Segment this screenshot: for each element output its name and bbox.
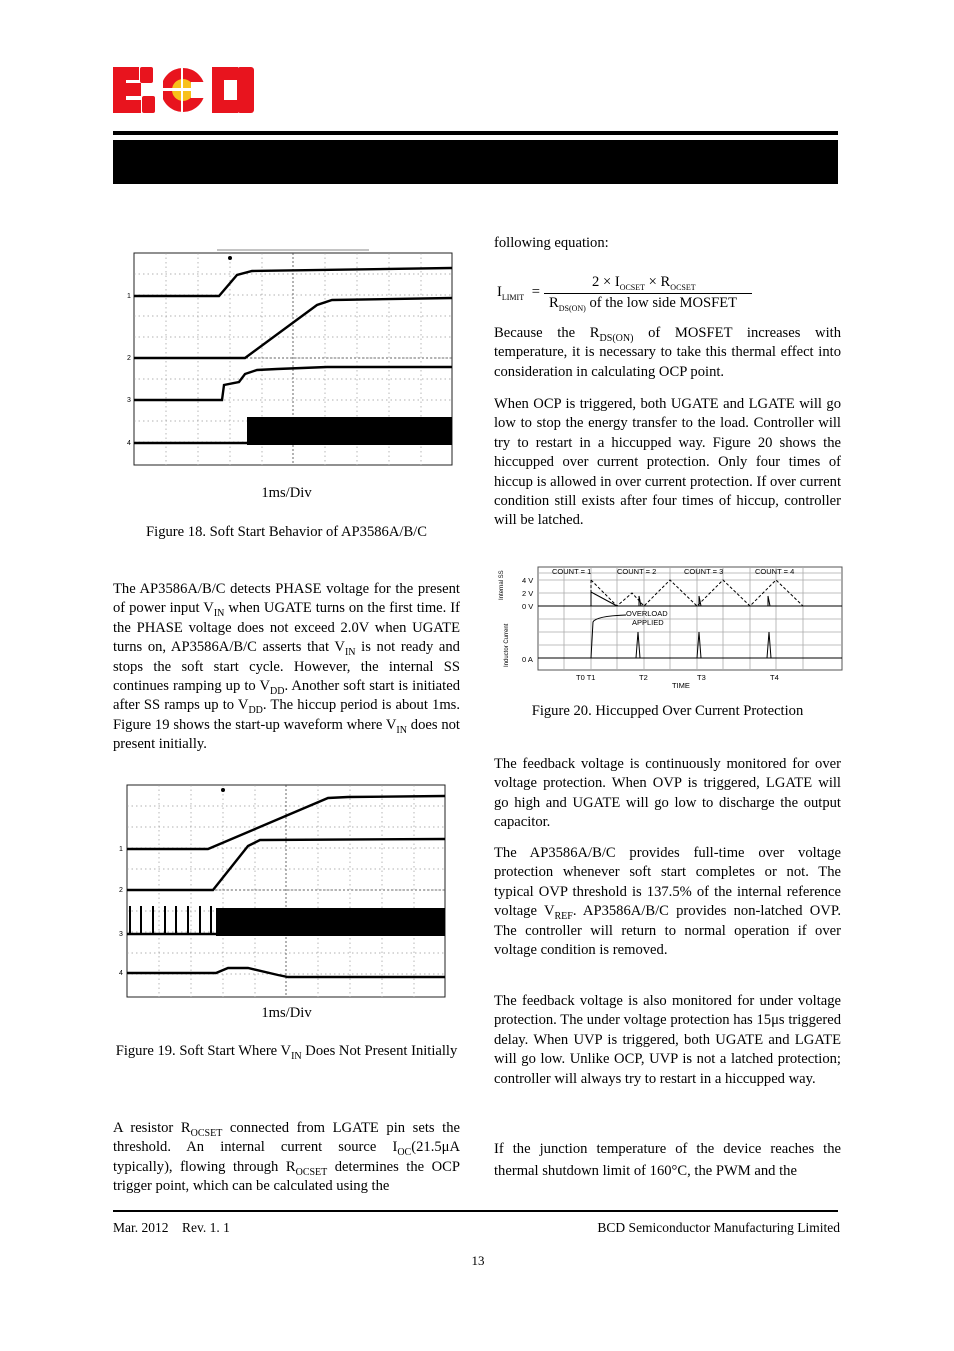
header-black-bar [113,140,838,184]
fig20-ylabel-current: Inductor Current [504,623,510,667]
footer-date-revision: Mar. 2012 Rev. 1. 1 [113,1220,230,1235]
fig20-count-2: COUNT = 2 [617,567,657,576]
figure-18-oscilloscope [127,248,455,468]
left-paragraph-2: A resistor $R_{OCSET}$ connected from LGATE pin sets the threshold. An internal current source $I_{OC}(21.5\mu A$ typically), flowing through $R_{OCSET}$ determines the OCP trigger point, which can be calculated using the [113,1120,461,1195]
right-paragraph-6: If the junction temperature of the device reaches the thermal shutdown limit of 160°C, the PWM and the [494,1141,841,1179]
header-top-rule [113,131,838,135]
fig20-t2: T2 [639,673,648,682]
fig20-count-1: COUNT = 1 [552,567,592,576]
ocp-equation [497,272,797,318]
fig20-t3: T3 [697,673,706,682]
fig20-count-4: COUNT = 4 [755,567,795,576]
figure-19-oscilloscope [118,782,448,1000]
figure-18-caption: Figure 18. Soft Start Behavior of AP3586A/B/C [146,524,427,540]
figure-20-caption: Figure 20. Hiccupped Over Current Protection [531,703,804,719]
fig20-time-label: TIME [672,681,690,690]
right-paragraph-2: When OCP is triggered, both UGATE and LGATE will go low to stop the energy transfer to the load. Controller will try to restart in a hiccupped way. Figure 20 shows the hiccupped over current protection. Only four times of hiccup is allowed in over current protection. If over current condition still exists after four times of hiccup, controller will be latched. [494,396,841,529]
fig20-ytick-0a: 0 A [522,655,533,664]
figure-18-timescale: 1ms/Div [261,485,312,501]
svg-text:1: 1 [119,846,123,853]
equation-denominator: $R_{DS(ON)}$ of the low side MOSFET [549,295,738,313]
svg-text:3: 3 [119,931,123,938]
right-paragraph-4: The AP3586A/B/C provides full-time over voltage protection whenever soft start completes or not. The typical OVP threshold is 137.5% of the internal reference voltage $V_{REF}$. AP3586A/B/C provides non-latched OVP. The controller will return to normal operation if over voltage condition is removed. [494,845,841,959]
fig20-applied: APPLIED [632,618,664,627]
fig20-count-3: COUNT = 3 [684,567,724,576]
svg-text:4: 4 [119,970,123,977]
figure-20-diagram [496,564,844,692]
svg-text:2: 2 [119,887,123,894]
footer-company: BCD Semiconductor Manufacturing Limited [597,1220,840,1235]
svg-text:1: 1 [127,293,131,300]
fig20-t4: T4 [770,673,779,682]
right-paragraph-3: The feedback voltage is continuously monitored for over voltage protection. When OVP is triggered, LGATE will go high and UGATE will go low to discharge the output capacitor. [494,756,841,831]
page-number: 13 [471,1253,485,1268]
fig20-ytick-0v: 0 V [522,602,534,611]
svg-text:3: 3 [127,397,131,404]
right-paragraph-1: Because the $R_{DS(ON)}$ of MOSFET increases with temperature, it is necessary to take this thermal effect into consideration in calculating OCP point. [494,325,841,380]
figure-19-timescale: 1ms/Div [261,1005,312,1021]
fig20-overload: OVERLOAD [626,609,668,618]
fig20-ytick-4v: 4 V [522,576,534,585]
footer-rule [113,1210,838,1212]
svg-text:2: 2 [127,355,131,362]
right-paragraph-0: following equation: [494,235,609,251]
equation-lhs: $I_{LIMIT}$ = [497,284,540,302]
equation-numerator: $2 \times I_{OCSET} \times R_{OCSET}$ [592,274,696,292]
figure-19-caption: Figure 19. Soft Start Where $V_{IN}$ Does Not Present Initially [115,1043,458,1062]
equation-fraction-bar [544,293,752,294]
svg-text:4: 4 [127,440,131,447]
fig20-ylabel-ss: Internal SS [499,570,505,600]
right-paragraph-5: The feedback voltage is also monitored for under voltage protection. The under voltage protection has 15μs triggered delay. When UVP is triggered, both UGATE and LGATE will go low. Unlike OCP, UVP is not a latched protection; controller will always try to restart in a hiccupped way. [494,993,841,1087]
fig20-t0t1: T0 T1 [576,673,596,682]
left-paragraph-1: The AP3586A/B/C detects PHASE voltage for the present of power input $V_{IN}$ when UGATE turns on the first time. If the PHASE voltage does not exceed 2.0V when UGATE turns on, AP3586A/B/C asserts that $V_{IN}$ is not ready and stops the soft start cycle. However, the internal SS continues ramping up to $V_{DD}$. Another soft start is initiated after SS ramps up to $V_{DD}$. The hiccup period is about 1ms. Figure 19 shows the start-up waveform where $V_{IN}$ does not present initially. [113,581,461,753]
bcd-logo [113,66,255,114]
bcd-logo-graphic [113,66,255,114]
fig20-ytick-2v: 2 V [522,589,534,598]
